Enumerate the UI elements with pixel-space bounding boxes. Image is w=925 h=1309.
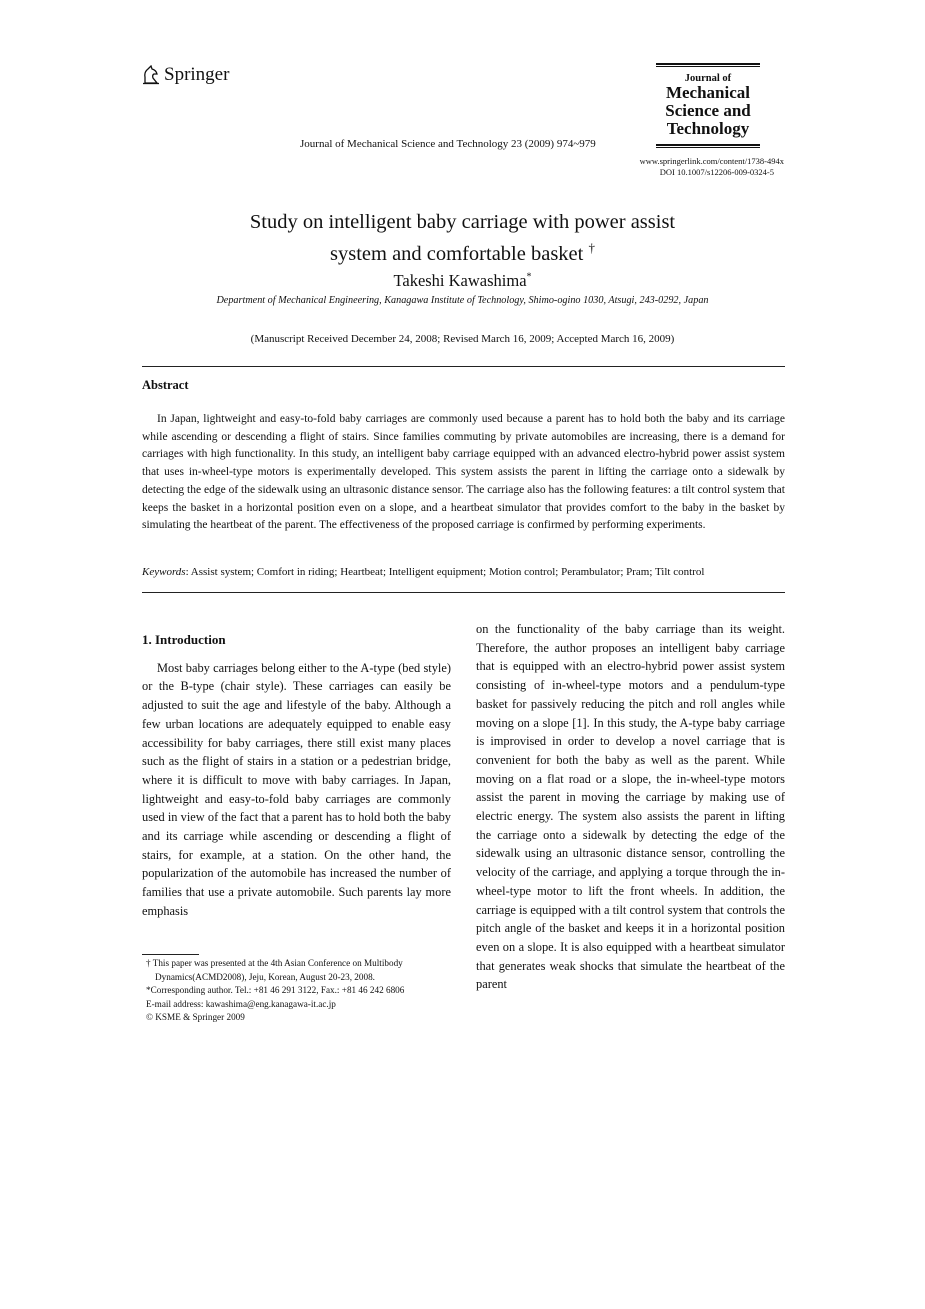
title-footnote-mark: † — [588, 240, 595, 255]
right-column — [476, 620, 785, 994]
title-line-1: Study on intelligent baby carriage with power assist — [249, 211, 676, 233]
footnote-rule — [142, 954, 199, 955]
left-column — [142, 631, 451, 921]
title-line-2: system and comfortable basket — [330, 242, 584, 265]
abstract-text: In Japan, lightweight and easy-to-fold baby carriages are commonly used because a parent has to hold both the baby and its carriage while ascending or descending a flight of stairs. Since families commuting by private automobiles are increasing, there is a demand for carriages with high functionality. In this study, an intelligent baby carriage equipped with an advanced electro-hybrid power assist system that uses in-wheel-type motors is experimentally developed. This system assists the parent in lifting the carriage onto a sidewalk by detecting the edge of the sidewalk using an ultrasonic distance sensor. The carriage also has the following features: a tilt control system that keeps the basket in a horizontal position even on a slope, and a heartbeat simulator that provides comfort to the baby in the basket by simulating the heartbeat of the parent. The effectiveness of the proposed carriage is confirmed by performing experiments. — [142, 413, 785, 532]
doi: DOI 10.1007/s12206-009-0324-5 — [659, 167, 774, 177]
journal-url[interactable]: www.springerlink.com/content/1738-494x — [639, 156, 784, 166]
publisher-logo — [142, 64, 229, 86]
intro-paragraph-right: on the functionality of the baby carriage than its weight. Therefore, the author proposes an intelligent baby carriage that is equipped with an electro-hybrid power assist system consisting of in-wheel-type motors and a pendulum-type basket for passively reducing the pitch and roll angles while moving on a slope [1]. In this study, the A-type baby carriage is improvised in order to develop a novel carriage that is convenient for both the baby as well as the parent. While moving on a flat road or a slope, the in-wheel-type motors assist the parent in moving the carriage by making use of electric energy. The system also assists the parent in lifting the carriage onto a sidewalk by detecting the edge of the sidewalk using an ultrasonic distance sensor, controlling the velocity of the carriage, and applying a torque through the in-wheel-type motor to lift the front wheels. In addition, the carriage is equipped with a tilt control system that controls the pitch angle of the basket and keeps it in a horizontal position even on a slope. It is also equipped with a heartbeat simulator that generates weak shocks that simulate the heartbeat of the parent — [476, 622, 785, 992]
journal-name-line2: Science and — [665, 101, 751, 120]
footnote-copyright: © KSME & Springer 2009 — [146, 1012, 245, 1022]
footnote-presentation: † This paper was presented at the 4th Asian Conference on Multibody — [146, 958, 403, 968]
journal-citation: Journal of Mechanical Science and Technology 23 (2009) 974~979 — [300, 138, 596, 150]
journal-box-top-rule — [656, 63, 760, 65]
keywords-label: Keywords — [142, 566, 186, 578]
journal-box-bottom-rule-thin — [656, 147, 760, 148]
divider-top — [142, 366, 785, 367]
section-heading-introduction: 1. Introduction — [142, 632, 226, 647]
author-name: Takeshi Kawashima — [393, 271, 527, 290]
author-footnote-mark: * — [526, 271, 532, 283]
keywords-list: : Assist system; Comfort in riding; Heartbeat; Intelligent equipment; Motion control; Perambulator; Pram; Tilt control — [185, 566, 705, 578]
keywords — [142, 566, 785, 578]
publisher-name: Springer — [164, 64, 230, 85]
divider-bottom — [142, 592, 785, 593]
footnote-email: E-mail address: kawashima@eng.kanagawa-it.ac.jp — [146, 998, 336, 1009]
footnote-corresponding-author: *Corresponding author. Tel.: +81 46 291 3122, Fax.: +81 46 242 6806 — [146, 985, 405, 995]
journal-logo-box — [656, 62, 760, 149]
journal-of-label: Journal of — [684, 73, 732, 84]
affiliation: Department of Mechanical Engineering, Kanagawa Institute of Technology, Shimo-ogino 1030, Atsugi, 243-0292, Japan — [216, 295, 709, 306]
footnote-presentation-cont: Dynamics(ACMD2008), Jeju, Korean, August 20-23, 2008. — [155, 971, 375, 982]
journal-box-bottom-rule — [656, 144, 760, 146]
intro-paragraph-left: Most baby carriages belong either to the A-type (bed style) or the B-type (chair style). These carriages can easily be adjusted to suit the age and lifestyle of the baby. Although a few urban locations are adequately equipped to enable easy accessibility for baby carriages, there still exist many places such as the flight of stairs in a station or a pedestrian bridge, where it is difficult to move with baby carriages. In Japan, lightweight and easy-to-fold baby carriages are commonly used in view of the fact that a parent has to hold both the baby and its carriage while ascending or descending a flight of stairs, for example, at a station. On the other hand, the popularization of the automobile has increased the number of families that use a private automobile. Such parents lay more emphasis — [142, 660, 451, 918]
journal-box-top-rule-thin — [656, 66, 760, 67]
abstract-heading: Abstract — [142, 378, 189, 392]
manuscript-dates: (Manuscript Received December 24, 2008; Revised March 16, 2009; Accepted March 16, 2009) — [250, 333, 675, 345]
author-line — [140, 271, 785, 291]
journal-name-line1: Mechanical — [665, 83, 751, 102]
springer-horse-icon — [142, 65, 160, 85]
footnotes — [146, 957, 456, 1025]
article-title — [140, 209, 785, 267]
journal-name-line3: Technology — [666, 119, 750, 138]
